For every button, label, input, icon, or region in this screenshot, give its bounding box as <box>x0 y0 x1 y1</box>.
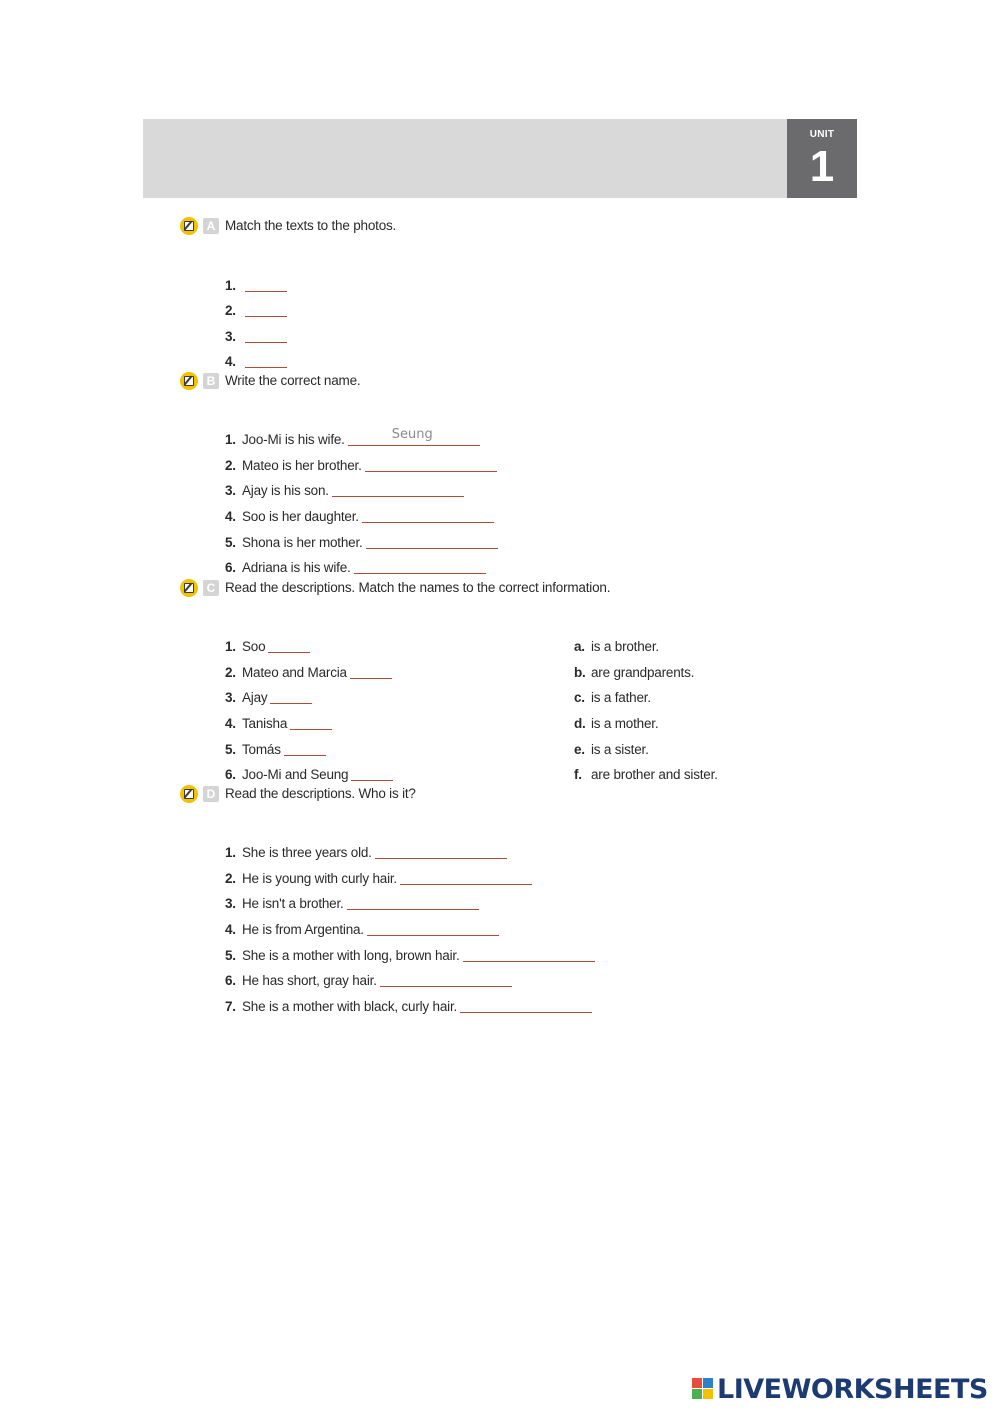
item-text: He is from Argentina. <box>242 922 364 937</box>
answer-blank[interactable] <box>365 471 497 472</box>
exercise-letter: A <box>203 218 219 234</box>
list-item: 1. She is three years old. <box>225 845 507 861</box>
answer-blank[interactable] <box>366 548 498 549</box>
item-text: He isn't a brother. <box>242 896 344 911</box>
list-item: 5. She is a mother with long, brown hair. <box>225 948 595 964</box>
answer-blank[interactable] <box>400 884 532 885</box>
list-item: d. is a mother. <box>574 716 659 731</box>
item-text: is a father. <box>591 690 651 705</box>
item-text: Mateo is her brother. <box>242 458 362 473</box>
list-item: 7. She is a mother with black, curly hair. <box>225 999 592 1015</box>
answer-blank[interactable] <box>347 909 479 910</box>
answer-blank[interactable] <box>348 427 480 446</box>
exercise-instruction: Write the correct name. <box>225 373 361 388</box>
list-item: 3. Ajay <box>225 690 312 706</box>
answer-blank[interactable] <box>367 935 499 936</box>
liveworksheets-icon <box>692 1378 714 1400</box>
list-item: 1. Joo-Mi is his wife. Seung <box>225 432 480 448</box>
answer-blank[interactable] <box>270 703 312 704</box>
item-text: Mateo and Marcia <box>242 665 347 680</box>
item-text: is a sister. <box>591 742 649 757</box>
exercise-letter: D <box>203 786 219 802</box>
item-text: Joo-Mi is his wife. <box>242 432 345 447</box>
list-item: 2. Mateo and Marcia <box>225 665 392 681</box>
pencil-icon <box>180 217 198 235</box>
item-text: Joo-Mi and Seung <box>242 767 349 782</box>
list-item: 2. Mateo is her brother. <box>225 458 497 474</box>
exercise-instruction: Match the texts to the photos. <box>225 218 397 233</box>
list-item: 5. Tomás <box>225 742 326 758</box>
answer-blank[interactable] <box>332 496 464 497</box>
list-item: a. is a brother. <box>574 639 659 654</box>
answer-blank[interactable] <box>245 316 287 317</box>
item-text: Adriana is his wife. <box>242 560 351 575</box>
pencil-icon <box>180 579 198 597</box>
item-text: Tomás <box>242 742 281 757</box>
list-item: 6. Adriana is his wife. <box>225 560 486 576</box>
item-text: She is a mother with black, curly hair. <box>242 999 458 1014</box>
pencil-icon <box>180 785 198 803</box>
list-item: 4. He is from Argentina. <box>225 922 499 938</box>
list-item: 4. <box>225 354 287 370</box>
item-text: Ajay <box>242 690 268 705</box>
list-item: 4. Soo is her daughter. <box>225 509 494 525</box>
list-item: c. is a father. <box>574 690 651 705</box>
list-item: 4. Tanisha <box>225 716 332 732</box>
answer-blank[interactable] <box>245 367 287 368</box>
answer-blank[interactable] <box>354 573 486 574</box>
answer-blank[interactable] <box>290 729 332 730</box>
item-text: She is a mother with long, brown hair. <box>242 948 460 963</box>
item-text: Tanisha <box>242 716 288 731</box>
header-banner <box>143 119 787 198</box>
item-text: are grandparents. <box>591 665 695 680</box>
answer-blank[interactable] <box>268 652 310 653</box>
item-text: is a mother. <box>591 716 659 731</box>
pencil-icon <box>180 372 198 390</box>
answer-blank[interactable] <box>362 522 494 523</box>
list-item: 6. He has short, gray hair. <box>225 973 512 989</box>
unit-number: 1 <box>809 142 835 191</box>
item-text: Soo is her daughter. <box>242 509 359 524</box>
list-item: 3. <box>225 329 287 345</box>
list-item: 2. He is young with curly hair. <box>225 871 532 887</box>
answer-blank[interactable] <box>463 961 595 962</box>
item-text: is a brother. <box>591 639 659 654</box>
brand-name: LIVEWORKSHEETS <box>717 1374 988 1405</box>
unit-badge <box>787 119 857 198</box>
item-text: He is young with curly hair. <box>242 871 397 886</box>
list-item: 1. <box>225 278 287 294</box>
unit-label: UNIT <box>809 129 835 140</box>
list-item: f. are brother and sister. <box>574 767 718 782</box>
item-text: are brother and sister. <box>591 767 718 782</box>
list-item: 3. He isn't a brother. <box>225 896 479 912</box>
list-item: 1. Soo <box>225 639 310 655</box>
answer-blank[interactable] <box>375 858 507 859</box>
list-item: b. are grandparents. <box>574 665 695 680</box>
item-text: Ajay is his son. <box>242 483 329 498</box>
exercise-instruction: Read the descriptions. Who is it? <box>225 786 416 801</box>
exercise-letter: B <box>203 373 219 389</box>
list-item: 3. Ajay is his son. <box>225 483 464 499</box>
list-item: 5. Shona is her mother. <box>225 535 498 551</box>
answer-blank[interactable] <box>284 755 326 756</box>
item-text: Shona is her mother. <box>242 535 363 550</box>
answer-blank[interactable] <box>351 780 393 781</box>
exercise-instruction: Read the descriptions. Match the names to the correct information. <box>225 580 611 595</box>
list-item: 2. <box>225 303 287 319</box>
item-text: Soo <box>242 639 266 654</box>
answer-blank[interactable] <box>245 291 287 292</box>
exercise-letter: C <box>203 580 219 596</box>
list-item: e. is a sister. <box>574 742 649 757</box>
item-text: He has short, gray hair. <box>242 973 377 988</box>
answer-blank[interactable] <box>245 342 287 343</box>
answer-blank[interactable] <box>380 986 512 987</box>
filled-answer: Seung <box>391 427 433 442</box>
item-text: She is three years old. <box>242 845 372 860</box>
list-item: 6. Joo-Mi and Seung <box>225 767 393 783</box>
answer-blank[interactable] <box>460 1012 592 1013</box>
answer-blank[interactable] <box>350 678 392 679</box>
